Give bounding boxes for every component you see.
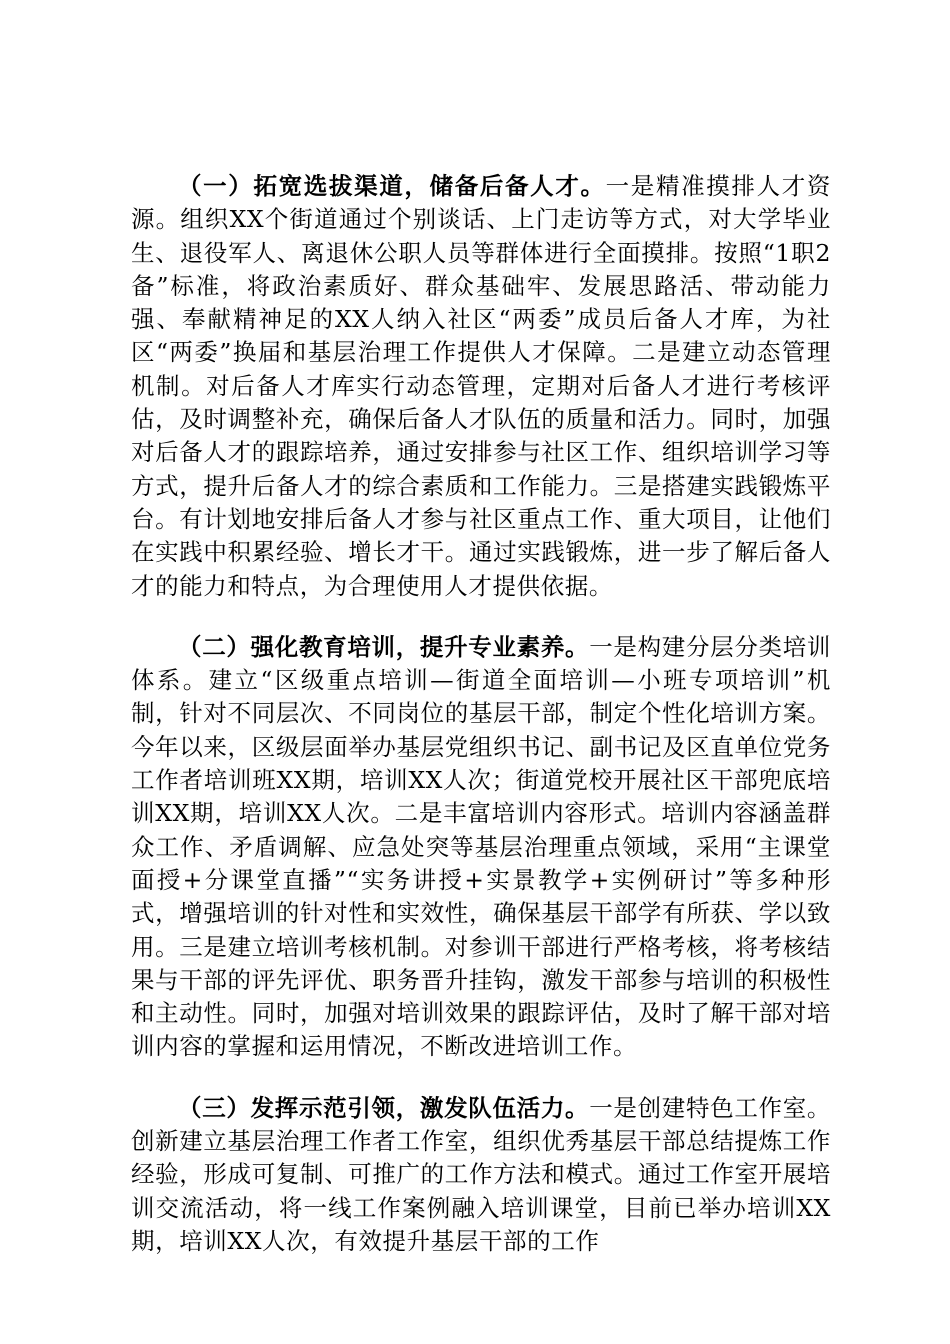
paragraph-talent-reserve [131, 170, 831, 603]
paragraph-heading: （二）强化教育培训，提升专业素养。 [178, 632, 590, 661]
paragraph-training [131, 631, 831, 1064]
paragraph-demonstration [131, 1092, 831, 1258]
paragraph-heading: （一）拓宽选拔渠道，储备后备人才。 [178, 172, 606, 200]
paragraph-body: 一是创建特色工作室。创新建立基层治理工作者工作室，组织优秀基层干部总结提炼工作经验，形成可复制、可推广的工作方法和模式。通过工作室开展培训交流活动，将一线工作案例融入培训课堂，目前已举办培训XX期，培训XX人次，有效提升基层干部的工作 [131, 1093, 831, 1255]
document-page [131, 170, 831, 1286]
paragraph-heading: （三）发挥示范引领，激发队伍活力。 [178, 1093, 590, 1122]
paragraph-body: 一是精准摸排人才资源。组织XX个街道通过个别谈话、上门走访等方式，对大学毕业生、退役军人、离退休公职人员等群体进行全面摸排。按照“1职2备”标准，将政治素质好、群众基础牢、发展思路活、带动能力强、奉献精神足的XX人纳入社区“两委”成员后备人才库，为社区“两委”换届和基层治理工作提供人才保障。二是建立动态管理机制。对后备人才库实行动态管理，定期对后备人才进行考核评估，及时调整补充，确保后备人才队伍的质量和活力。同时，加强对后备人才的跟踪培养，通过安排参与社区工作、组织培训学习等方式，提升后备人才的综合素质和工作能力。三是搭建实践锻炼平台。有计划地安排后备人才参与社区重点工作、重大项目，让他们在实践中积累经验、增长才干。通过实践锻炼，进一步了解后备人才的能力和特点，为合理使用人才提供依据。 [131, 172, 832, 600]
paragraph-body: 一是构建分层分类培训体系。建立“区级重点培训—街道全面培训—小班专项培训”机制，针对不同层次、不同岗位的基层干部，制定个性化培训方案。今年以来，区级层面举办基层党组织书记、副书记及区直单位党务工作者培训班XX期，培训XX人次；街道党校开展社区干部兜底培训XX期，培训XX人次。二是丰富培训内容形式。培训内容涵盖群众工作、矛盾调解、应急处突等基层治理重点领域，采用“主课堂面授+分课堂直播”“实务讲授+实景教学+实例研讨”等多种形式，增强培训的针对性和实效性，确保基层干部学有所获、学以致用。三是建立培训考核机制。对参训干部进行严格考核，将考核结果与干部的评先评优、职务晋升挂钩，激发干部参与培训的积极性和主动性。同时，加强对培训效果的跟踪评估，及时了解干部对培训内容的掌握和运用情况，不断改进培训工作。 [131, 632, 831, 1061]
